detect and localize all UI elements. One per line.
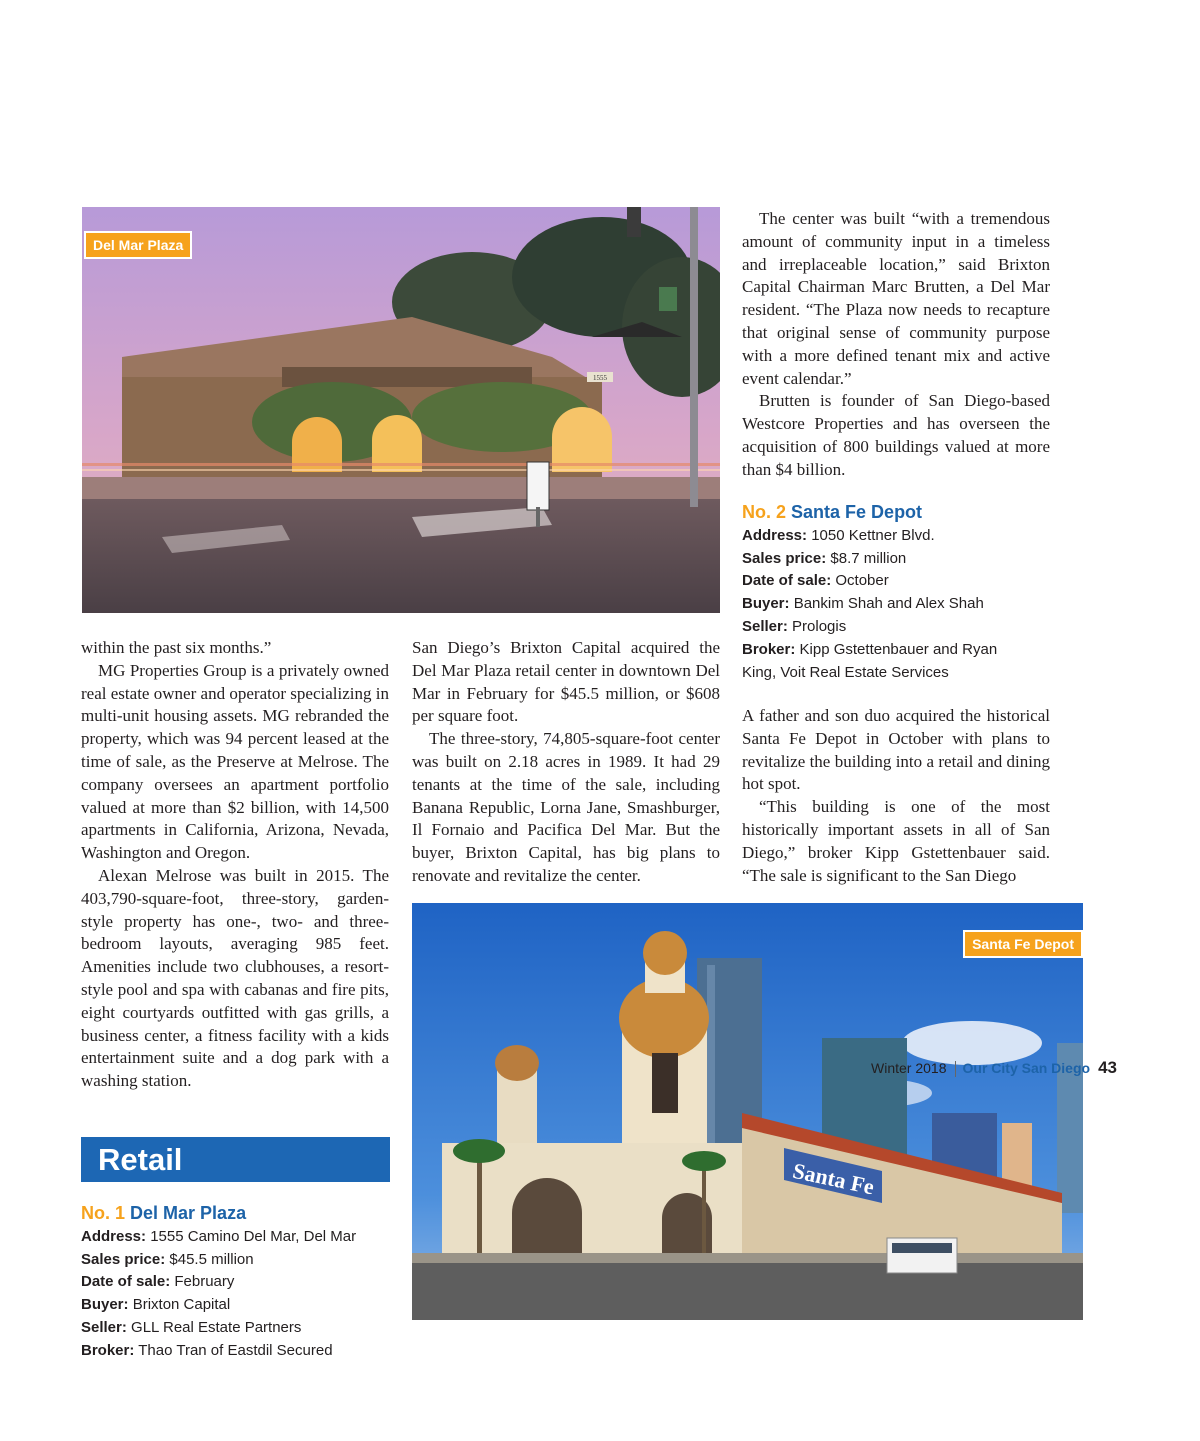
fact-row — [742, 548, 1052, 571]
fact-label: Date of sale: — [742, 572, 832, 590]
fact-value: $8.7 million — [830, 549, 907, 567]
fact-label: Buyer: — [81, 1296, 129, 1314]
footer-publication: Our City San Diego — [962, 1060, 1091, 1076]
del-mar-plaza-photo — [82, 207, 720, 613]
listing-heading — [81, 1202, 391, 1225]
section-heading-retail: Retail — [81, 1137, 390, 1182]
fact-value: October — [835, 572, 889, 590]
fact-label: Address: — [81, 1227, 147, 1245]
paragraph: San Diego’s Brixton Capital acquired the Del Mar Plaza retail center in downtown Del Mar in February for $45.5 million, or $608 per square foot. — [412, 638, 720, 726]
address-sign-text: 1555 — [593, 374, 607, 382]
paragraph: Alexan Melrose was built in 2015. The 403,790-square-foot, three-story, garden-style property has one-, two- and three-bedroom layouts, averaging 985 feet. Amenities include two clubhouses, a resort-style pool and spa with cabanas and fire pits, eight courtyards outfitted with gas grills, a business center, a fitness facility with a kids entertainment suite and a dog park with a washing station. — [81, 865, 389, 1091]
fact-row — [742, 525, 1052, 548]
page-number: 43 — [1098, 1058, 1117, 1077]
fact-value: Thao Tran of Eastdil Secured — [138, 1341, 333, 1359]
fact-label: Sales price: — [742, 549, 827, 567]
footer-divider — [955, 1061, 956, 1077]
fact-value: February — [174, 1273, 235, 1291]
fact-row — [81, 1294, 391, 1317]
keep-right-sign — [527, 462, 549, 510]
fact-label: Address: — [742, 526, 808, 544]
fact-row — [742, 662, 1052, 685]
right-column-bottom — [742, 705, 1050, 887]
fact-row — [81, 1340, 391, 1363]
paragraph: MG Properties Group is a privately owned real estate owner and operator specializing in multi-unit housing assets. MG rebranded the property, which was 94 percent leased at the time of sale, as the Preserve at Melrose. The company oversees an apartment portfolio valued at more than $2 billion, with 14,500 apartments in California, Arizona, Nevada, Washington and Oregon. — [81, 660, 389, 863]
paragraph: The center was built “with a tremendous amount of community input in a timeless and irreplaceable location,” said Brixton Capital Chairman Marc Brutten, a Del Mar resident. “The Plaza now needs to recapture that original sense of community purpose with a more defined tenant mix and active event calendar.” — [742, 209, 1050, 388]
paragraph: “This building is one of the most historically important assets in all of San Diego,” broker Kipp Gstettenbauer said. “The sale is significant to the San Diego — [742, 797, 1050, 885]
listing-santa-fe-depot — [742, 501, 1052, 684]
fact-row — [81, 1226, 391, 1249]
fact-label: Seller: — [81, 1318, 127, 1336]
fact-value: GLL Real Estate Partners — [131, 1318, 302, 1336]
fact-row — [742, 593, 1052, 616]
fact-row — [81, 1317, 391, 1340]
middle-column — [412, 637, 720, 888]
fact-label: Buyer: — [742, 595, 790, 613]
fact-value: King, Voit Real Estate Services — [742, 663, 949, 681]
paragraph: within the past six months.” — [81, 638, 272, 657]
fact-value: Prologis — [792, 617, 847, 635]
photo-caption-santa-fe-depot: Santa Fe Depot — [963, 930, 1083, 958]
fact-value: Brixton Capital — [132, 1296, 231, 1314]
footer-issue: Winter 2018 — [871, 1060, 947, 1076]
fact-row — [742, 570, 1052, 593]
fact-label: Date of sale: — [81, 1273, 171, 1291]
street-sign — [659, 287, 677, 311]
fact-row — [742, 639, 1052, 662]
fact-label: Broker: — [742, 640, 796, 658]
listing-name: Santa Fe Depot — [791, 502, 923, 522]
right-column-top — [742, 208, 1050, 482]
fact-row — [81, 1271, 391, 1294]
santa-fe-sign: Santa Fe — [790, 1157, 877, 1200]
listing-number: No. 1 — [81, 1203, 126, 1223]
listing-name: Del Mar Plaza — [130, 1203, 247, 1223]
fact-value: Bankim Shah and Alex Shah — [793, 595, 984, 613]
listing-number: No. 2 — [742, 502, 787, 522]
santa-fe-depot-photo — [412, 903, 1083, 1320]
left-column — [81, 637, 389, 1093]
paragraph: The three-story, 74,805-square-foot center was built on 2.18 acres in 1989. It had 29 tenants at the time of the sale, including Banana Republic, Lorna Jane, Smashburger, Il Fornaio and Pacifica Del Mar. But the buyer, Brixton Capital, has big plans to renovate and revitalize the center. — [412, 729, 720, 885]
fact-label: Broker: — [81, 1341, 135, 1359]
listing-heading — [742, 501, 1052, 524]
fact-value: Kipp Gstettenbauer and Ryan — [799, 640, 998, 658]
listing-del-mar-plaza — [81, 1202, 391, 1363]
paragraph: Brutten is founder of San Diego-based Westcore Properties and has overseen the acquisition of 800 buildings valued at more than $4 billion. — [742, 391, 1050, 479]
paragraph: A father and son duo acquired the historical Santa Fe Depot in October with plans to revitalize the building into a retail and dining hot spot. — [742, 706, 1050, 794]
fact-row — [81, 1249, 391, 1272]
photo-caption-del-mar-plaza: Del Mar Plaza — [84, 231, 192, 259]
footer-bar — [871, 1058, 1117, 1078]
fact-label: Seller: — [742, 617, 788, 635]
fact-value: 1555 Camino Del Mar, Del Mar — [150, 1227, 357, 1245]
fact-value: 1050 Kettner Blvd. — [811, 526, 935, 544]
fact-value: $45.5 million — [169, 1250, 254, 1268]
fact-label: Sales price: — [81, 1250, 166, 1268]
fact-row — [742, 616, 1052, 639]
